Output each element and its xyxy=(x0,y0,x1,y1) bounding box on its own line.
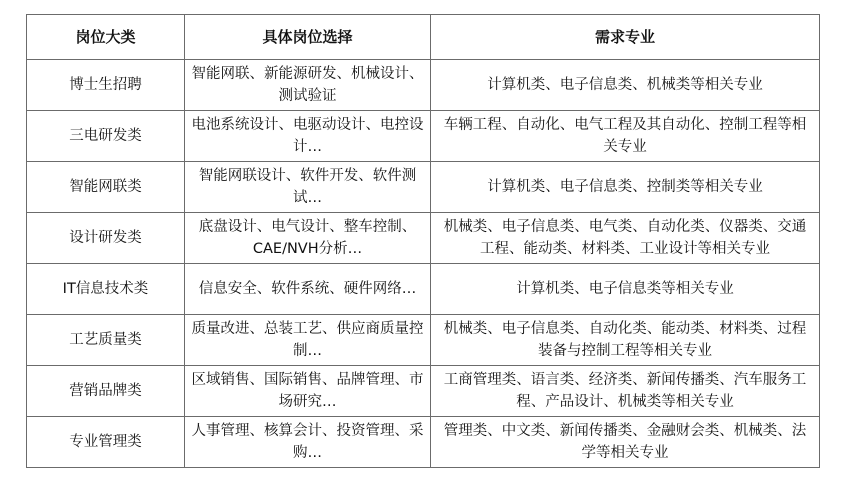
cell-majors: 机械类、电子信息类、自动化类、能动类、材料类、过程装备与控制工程等相关专业 xyxy=(431,315,820,366)
table-row xyxy=(27,315,820,366)
cell-positions: 质量改进、总装工艺、供应商质量控制… xyxy=(185,315,431,366)
cell-majors: 工商管理类、语言类、经济类、新闻传播类、汽车服务工程、产品设计、机械类等相关专业 xyxy=(431,366,820,417)
table-row xyxy=(27,60,820,111)
table-row xyxy=(27,417,820,468)
cell-majors: 车辆工程、自动化、电气工程及其自动化、控制工程等相关专业 xyxy=(431,111,820,162)
header-category: 岗位大类 xyxy=(27,15,185,60)
table-row xyxy=(27,213,820,264)
cell-category: 博士生招聘 xyxy=(27,60,185,111)
header-positions: 具体岗位选择 xyxy=(185,15,431,60)
table-row xyxy=(27,264,820,315)
cell-majors: 计算机类、电子信息类、机械类等相关专业 xyxy=(431,60,820,111)
cell-category: IT信息技术类 xyxy=(27,264,185,315)
cell-positions: 信息安全、软件系统、硬件网络… xyxy=(185,264,431,315)
cell-positions: 人事管理、核算会计、投资管理、采购… xyxy=(185,417,431,468)
cell-category: 三电研发类 xyxy=(27,111,185,162)
cell-majors: 计算机类、电子信息类、控制类等相关专业 xyxy=(431,162,820,213)
cell-majors: 机械类、电子信息类、电气类、自动化类、仪器类、交通工程、能动类、材料类、工业设计等相关专业 xyxy=(431,213,820,264)
cell-positions: 智能网联设计、软件开发、软件测试… xyxy=(185,162,431,213)
cell-positions: 区域销售、国际销售、品牌管理、市场研究… xyxy=(185,366,431,417)
cell-category: 营销品牌类 xyxy=(27,366,185,417)
cell-positions: 底盘设计、电气设计、整车控制、CAE/NVH分析… xyxy=(185,213,431,264)
header-majors: 需求专业 xyxy=(431,15,820,60)
cell-positions: 智能网联、新能源研发、机械设计、测试验证 xyxy=(185,60,431,111)
cell-majors: 计算机类、电子信息类等相关专业 xyxy=(431,264,820,315)
cell-category: 设计研发类 xyxy=(27,213,185,264)
cell-positions: 电池系统设计、电驱动设计、电控设计… xyxy=(185,111,431,162)
cell-category: 工艺质量类 xyxy=(27,315,185,366)
table-row xyxy=(27,111,820,162)
cell-majors: 管理类、中文类、新闻传播类、金融财会类、机械类、法学等相关专业 xyxy=(431,417,820,468)
cell-category: 专业管理类 xyxy=(27,417,185,468)
table-row xyxy=(27,162,820,213)
recruitment-table xyxy=(26,14,820,468)
table-header-row xyxy=(27,15,820,60)
cell-category: 智能网联类 xyxy=(27,162,185,213)
table-row xyxy=(27,366,820,417)
